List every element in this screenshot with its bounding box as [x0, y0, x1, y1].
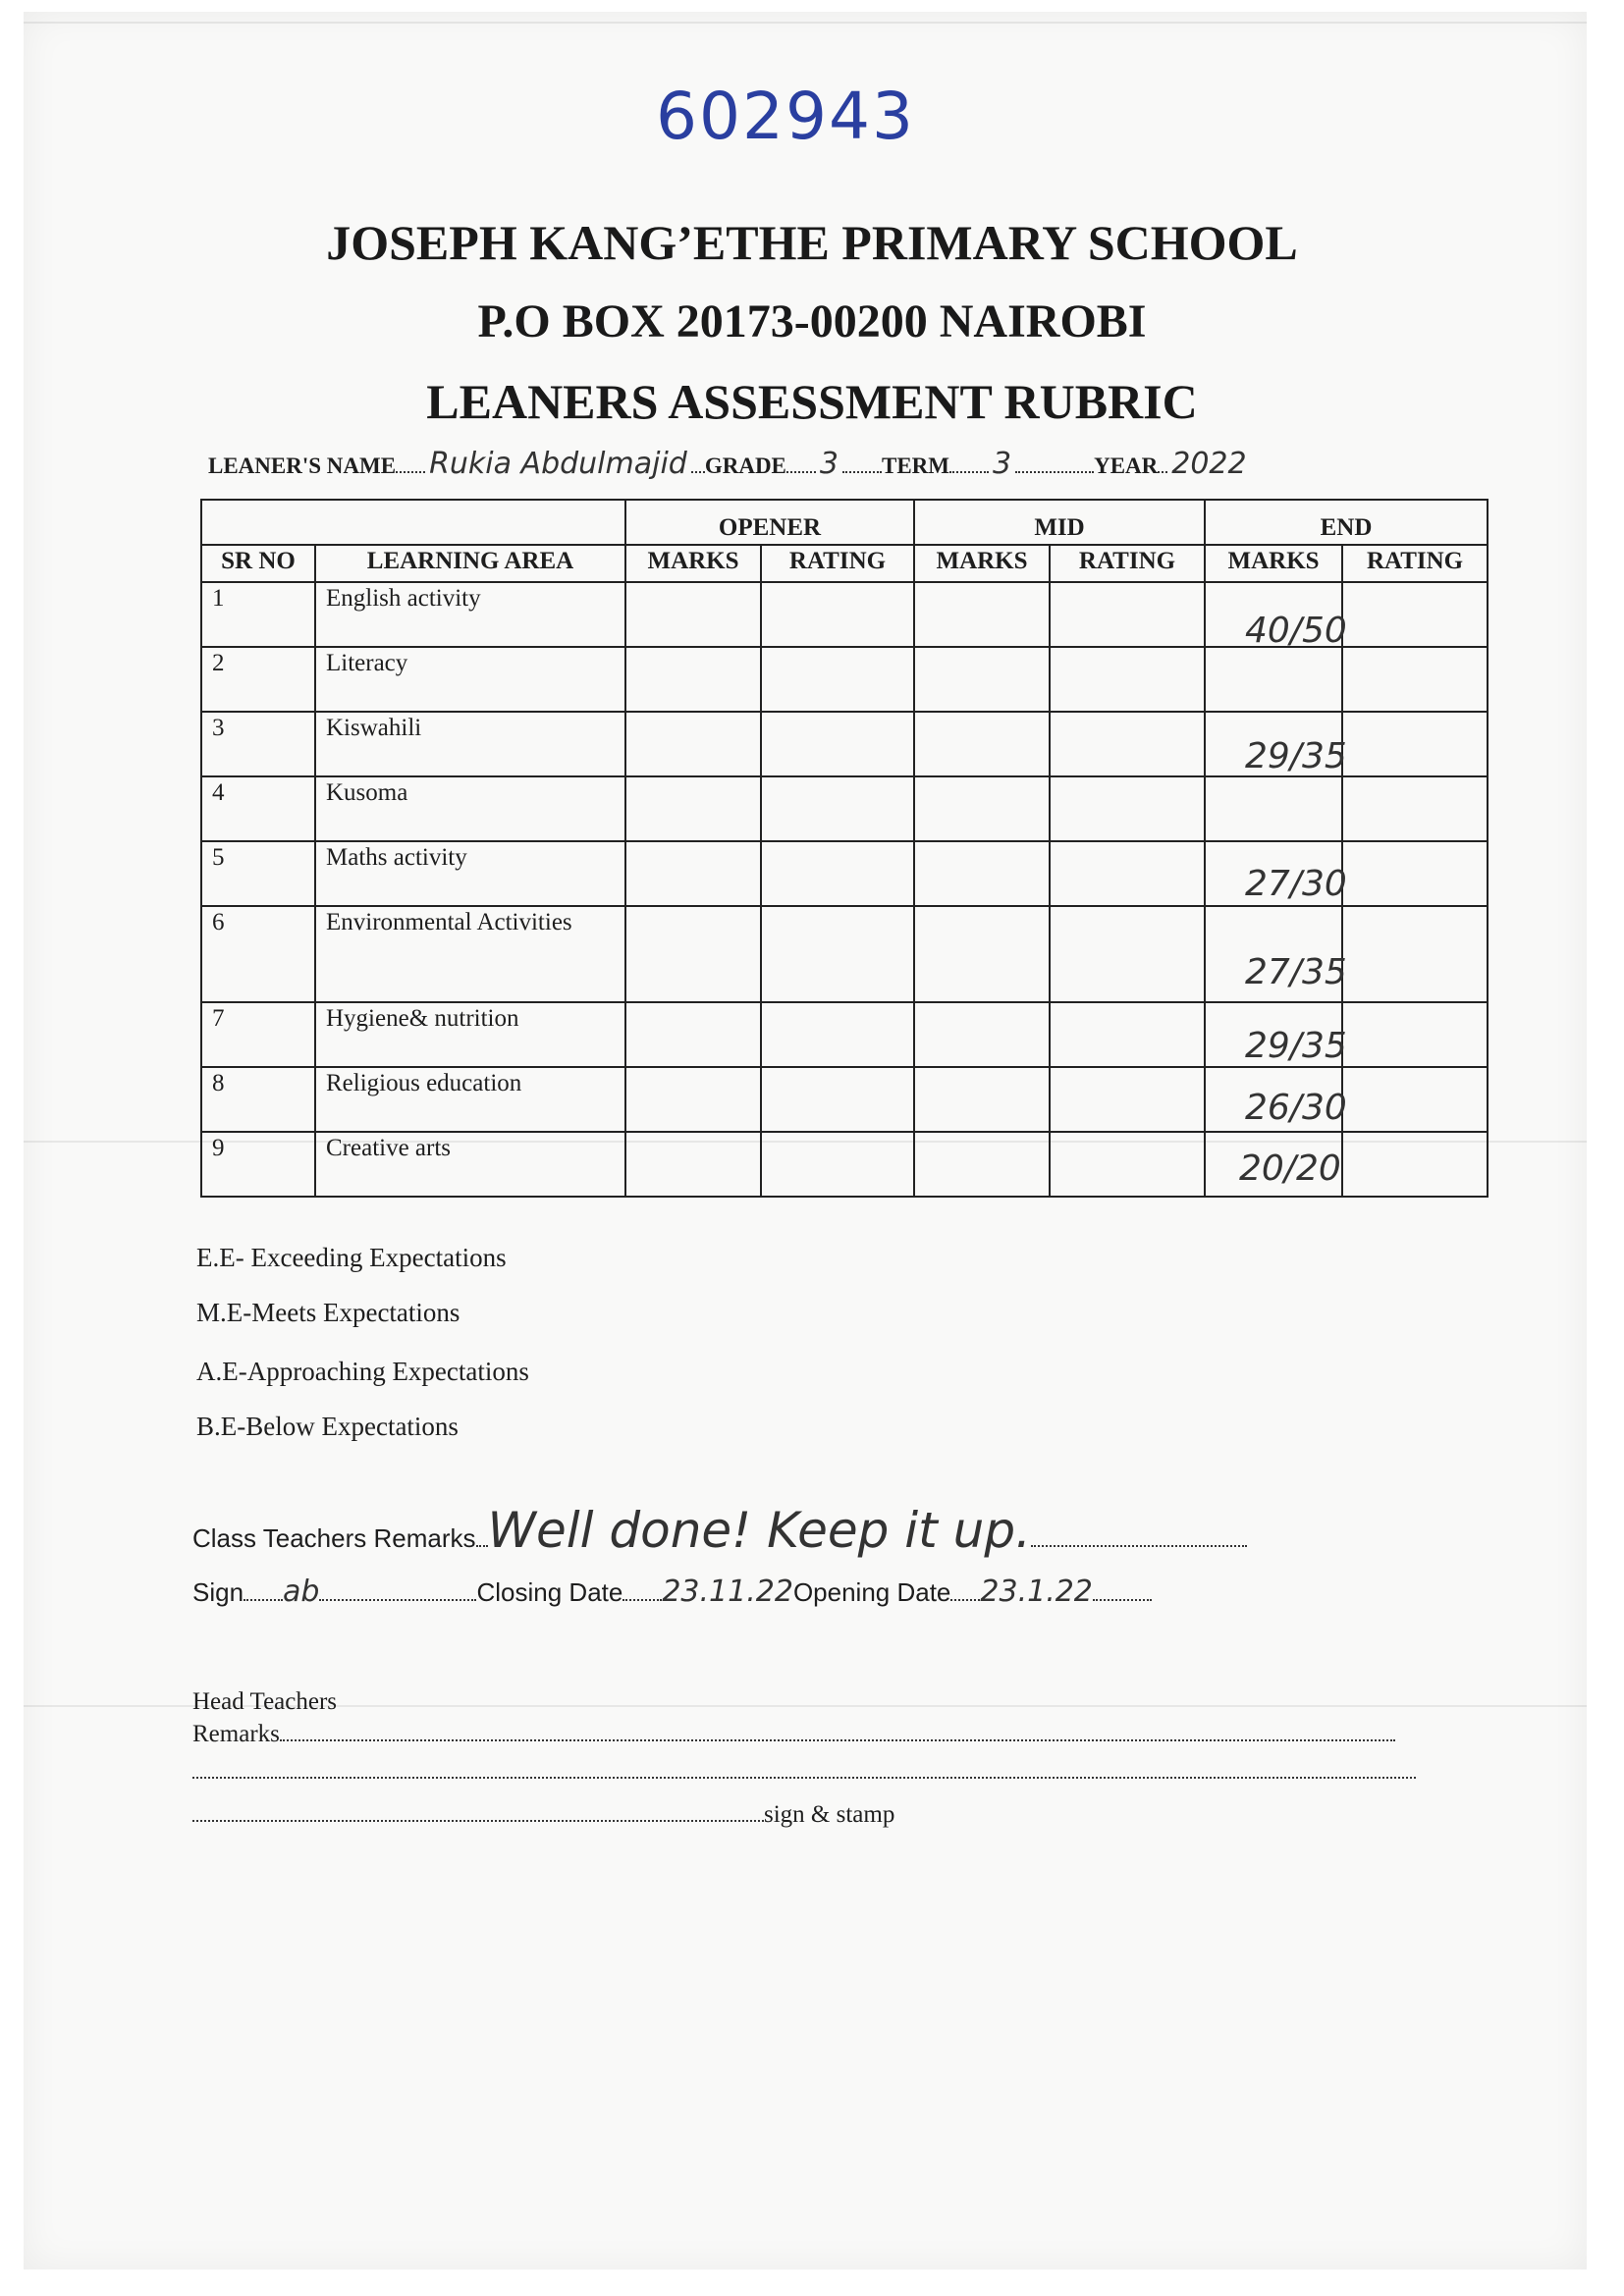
- sign-stamp-label: sign & stamp: [764, 1801, 895, 1828]
- col-sr-no: SR NO: [201, 545, 315, 582]
- sr-no-cell: 6: [201, 906, 315, 1002]
- year-label: YEAR: [1094, 454, 1159, 478]
- end-mark: 27/35: [1245, 952, 1347, 992]
- legend-item: B.E-Below Expectations: [196, 1412, 459, 1441]
- legend-item: A.E-Approaching Expectations: [196, 1357, 529, 1386]
- learning-area-cell: English activity: [315, 582, 625, 647]
- learning-area-cell: Maths activity: [315, 841, 625, 906]
- term-value: 3: [992, 447, 1012, 481]
- head-teacher-label: Head Teachers: [192, 1688, 338, 1715]
- end-mark: 20/20: [1239, 1148, 1341, 1189]
- sr-no-cell: 4: [201, 776, 315, 841]
- sign-stamp-line: [192, 1800, 894, 1829]
- year-value: 2022: [1171, 447, 1247, 481]
- group-mid: MID: [914, 500, 1205, 545]
- head-teacher-remarks-line: [192, 1720, 1395, 1748]
- col-opener-rating: RATING: [761, 545, 914, 582]
- closing-date-label: Closing Date: [476, 1577, 623, 1607]
- class-teacher-remarks: [192, 1502, 1247, 1559]
- group-end: END: [1205, 500, 1488, 545]
- col-opener-marks: MARKS: [625, 545, 761, 582]
- sr-no-cell: 8: [201, 1067, 315, 1132]
- col-mid-marks: MARKS: [914, 545, 1050, 582]
- learning-area-cell: Kiswahili: [315, 712, 625, 776]
- class-teacher-remarks-value: Well done! Keep it up.: [487, 1502, 1031, 1559]
- table-row: [201, 776, 1488, 841]
- learning-area-cell: Environmental Activities: [315, 906, 625, 1002]
- table-group-header: [201, 500, 1488, 545]
- sign-value: ab: [283, 1575, 320, 1609]
- class-teacher-remarks-label: Class Teachers Remarks: [192, 1523, 476, 1553]
- col-mid-rating: RATING: [1050, 545, 1205, 582]
- sr-no-cell: 7: [201, 1002, 315, 1067]
- sr-no-cell: 2: [201, 647, 315, 712]
- opening-date-value: 23.1.22: [980, 1575, 1093, 1609]
- head-teacher-remarks-blank: [192, 1757, 1416, 1786]
- col-end-marks: MARKS: [1205, 545, 1342, 582]
- learning-area-cell: Religious education: [315, 1067, 625, 1132]
- sr-no-cell: 1: [201, 582, 315, 647]
- end-mark: 27/30: [1245, 864, 1347, 904]
- sign-dates-line: [192, 1575, 1152, 1609]
- end-mark: 40/50: [1245, 611, 1347, 651]
- learning-area-cell: Hygiene& nutrition: [315, 1002, 625, 1067]
- learner-name-value: Rukia Abdulmajid: [429, 447, 687, 481]
- learning-area-cell: Creative arts: [315, 1132, 625, 1197]
- group-opener: OPENER: [625, 500, 914, 545]
- school-address: P.O BOX 20173-00200 NAIROBI: [477, 295, 1147, 347]
- sr-no-cell: 5: [201, 841, 315, 906]
- col-learning-area: LEARNING AREA: [315, 545, 625, 582]
- closing-date-value: 23.11.22: [662, 1575, 793, 1609]
- school-name: JOSEPH KANG’ETHE PRIMARY SCHOOL: [326, 215, 1298, 270]
- term-label: TERM: [881, 454, 949, 478]
- sr-no-cell: 3: [201, 712, 315, 776]
- grade-value: 3: [819, 447, 839, 481]
- legend-item: E.E- Exceeding Expectations: [196, 1243, 507, 1272]
- opening-date-label: Opening Date: [792, 1577, 951, 1607]
- end-mark: 29/35: [1245, 736, 1347, 776]
- grade-label: GRADE: [704, 454, 786, 478]
- col-end-rating: RATING: [1342, 545, 1488, 582]
- document-title: LEANERS ASSESSMENT RUBRIC: [426, 374, 1198, 429]
- blank-group-cell: [201, 500, 625, 545]
- legend-item: M.E-Meets Expectations: [196, 1298, 460, 1327]
- learning-area-cell: Literacy: [315, 647, 625, 712]
- table-column-header: [201, 545, 1488, 582]
- end-mark: 29/35: [1245, 1026, 1347, 1066]
- sign-label: Sign: [192, 1577, 244, 1607]
- learner-info-line: [208, 447, 1455, 481]
- learning-area-cell: Kusoma: [315, 776, 625, 841]
- head-teacher-remarks-label: Remarks: [192, 1721, 280, 1747]
- table-row: [201, 647, 1488, 712]
- serial-number: 602943: [656, 79, 915, 154]
- sr-no-cell: 9: [201, 1132, 315, 1197]
- end-mark: 26/30: [1245, 1088, 1347, 1128]
- learner-name-label: LEANER'S NAME: [208, 454, 397, 478]
